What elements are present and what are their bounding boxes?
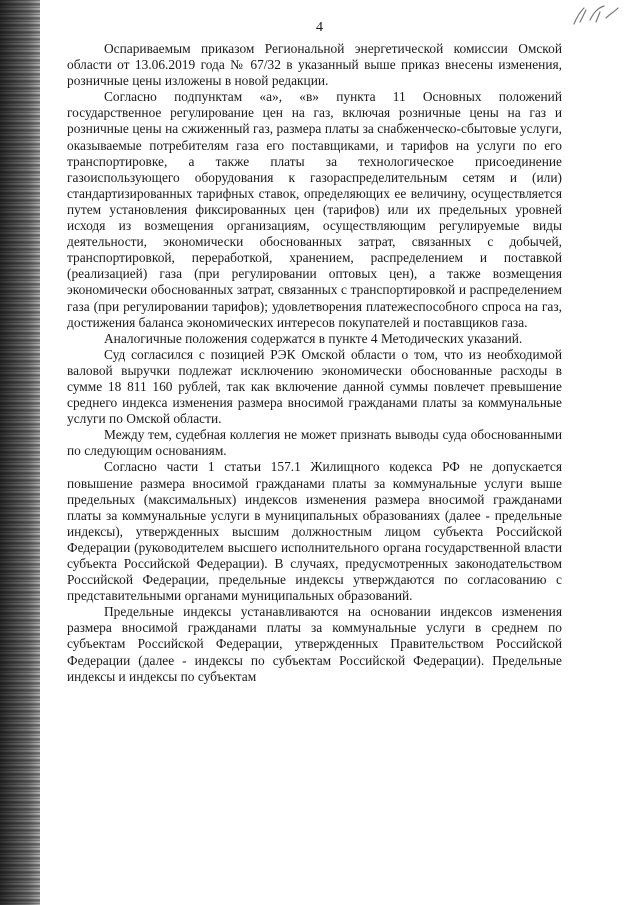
paragraph: Оспариваемым приказом Региональной энергетической комиссии Омской области от 13.06.2019 года № 67/32 в указанный выше приказ внесены изменения, розничные цены изложены в новой редакции. bbox=[67, 41, 562, 89]
paragraph: Аналогичные положения содержатся в пункте 4 Методических указаний. bbox=[104, 330, 523, 346]
paragraph: Между тем, судебная коллегия не может признать выводы суда обоснованными по следующим основаниям. bbox=[67, 427, 562, 459]
paragraph: Предельные индексы устанавливаются на основании индексов изменения размера вносимой гражданами платы за коммунальные услуги в среднем по субъектам Российской Федерации, утвержденных Правительством Российской Федерации (далее - индексы по субъектам Российской Федерации). Предельные индексы и индексы по субъектам bbox=[67, 604, 562, 684]
scanned-binding-edge bbox=[0, 0, 40, 905]
paragraph: Суд согласился с позицией РЭК Омской области о том, что из необходимой валовой выручки подлежат исключению экономически обоснованные расходы в сумме 18 811 160 рублей, так как включение данной суммы повлечет превышение среднего индекса изменения размера вносимой гражданами платы за коммунальные услуги по Омской области. bbox=[67, 346, 562, 427]
paragraph: Согласно части 1 статьи 157.1 Жилищного кодекса РФ не допускается повышение размера вносимой гражданами платы за коммунальные услуги выше предельных (максимальных) индексов изменения размера вносимой гражданами платы за коммунальные услуги в муниципальных образованиях (далее - предельные индексы), утвержденных высшим должностным лицом субъекта Российской Федерации (руководителем высшего исполнительного органа государственной власти субъекта Российской Федерации). В случаях, предусмотренных законодательством Российской Федерации, предельные индексы утверждаются по согласованию с представительными органами муниципальных образований. bbox=[67, 459, 562, 604]
paragraph: Согласно подпунктам «а», «в» пункта 11 Основных положений государственное регулирование цен на газ, включая розничные цены на газ и розничные цены на сжиженный газ, размера платы за снабженческо-сбытовые услуги, оказываемые потребителям газа его поставщиками, и тарифов на услуги по его транспортировке, а также платы за технологическое присоединение газоиспользующего оборудования к газораспределительным сетям и (или) стандартизированных тарифных ставок, определяющих ее величину, осуществляется путем установления фиксированных цен (тарифов) или их предельных уровней исходя из возмещения организациям, осуществляющим регулируемые виды деятельности, экономически обоснованных затрат, связанных с добычей, транспортировкой, переработкой, хранением, распределением и поставкой (реализацией) газа (при регулировании оптовых цен), а также возмещения экономически обоснованных затрат, связанных с транспортировкой и распределением газа (при регулировании тарифов); удовлетворения платежеспособного спроса на газ, достижения баланса экономических интересов покупателей и поставщиков газа. bbox=[67, 89, 562, 330]
document-body bbox=[67, 41, 562, 685]
page-number: 4 bbox=[316, 20, 323, 35]
handwritten-mark-icon bbox=[570, 2, 622, 32]
